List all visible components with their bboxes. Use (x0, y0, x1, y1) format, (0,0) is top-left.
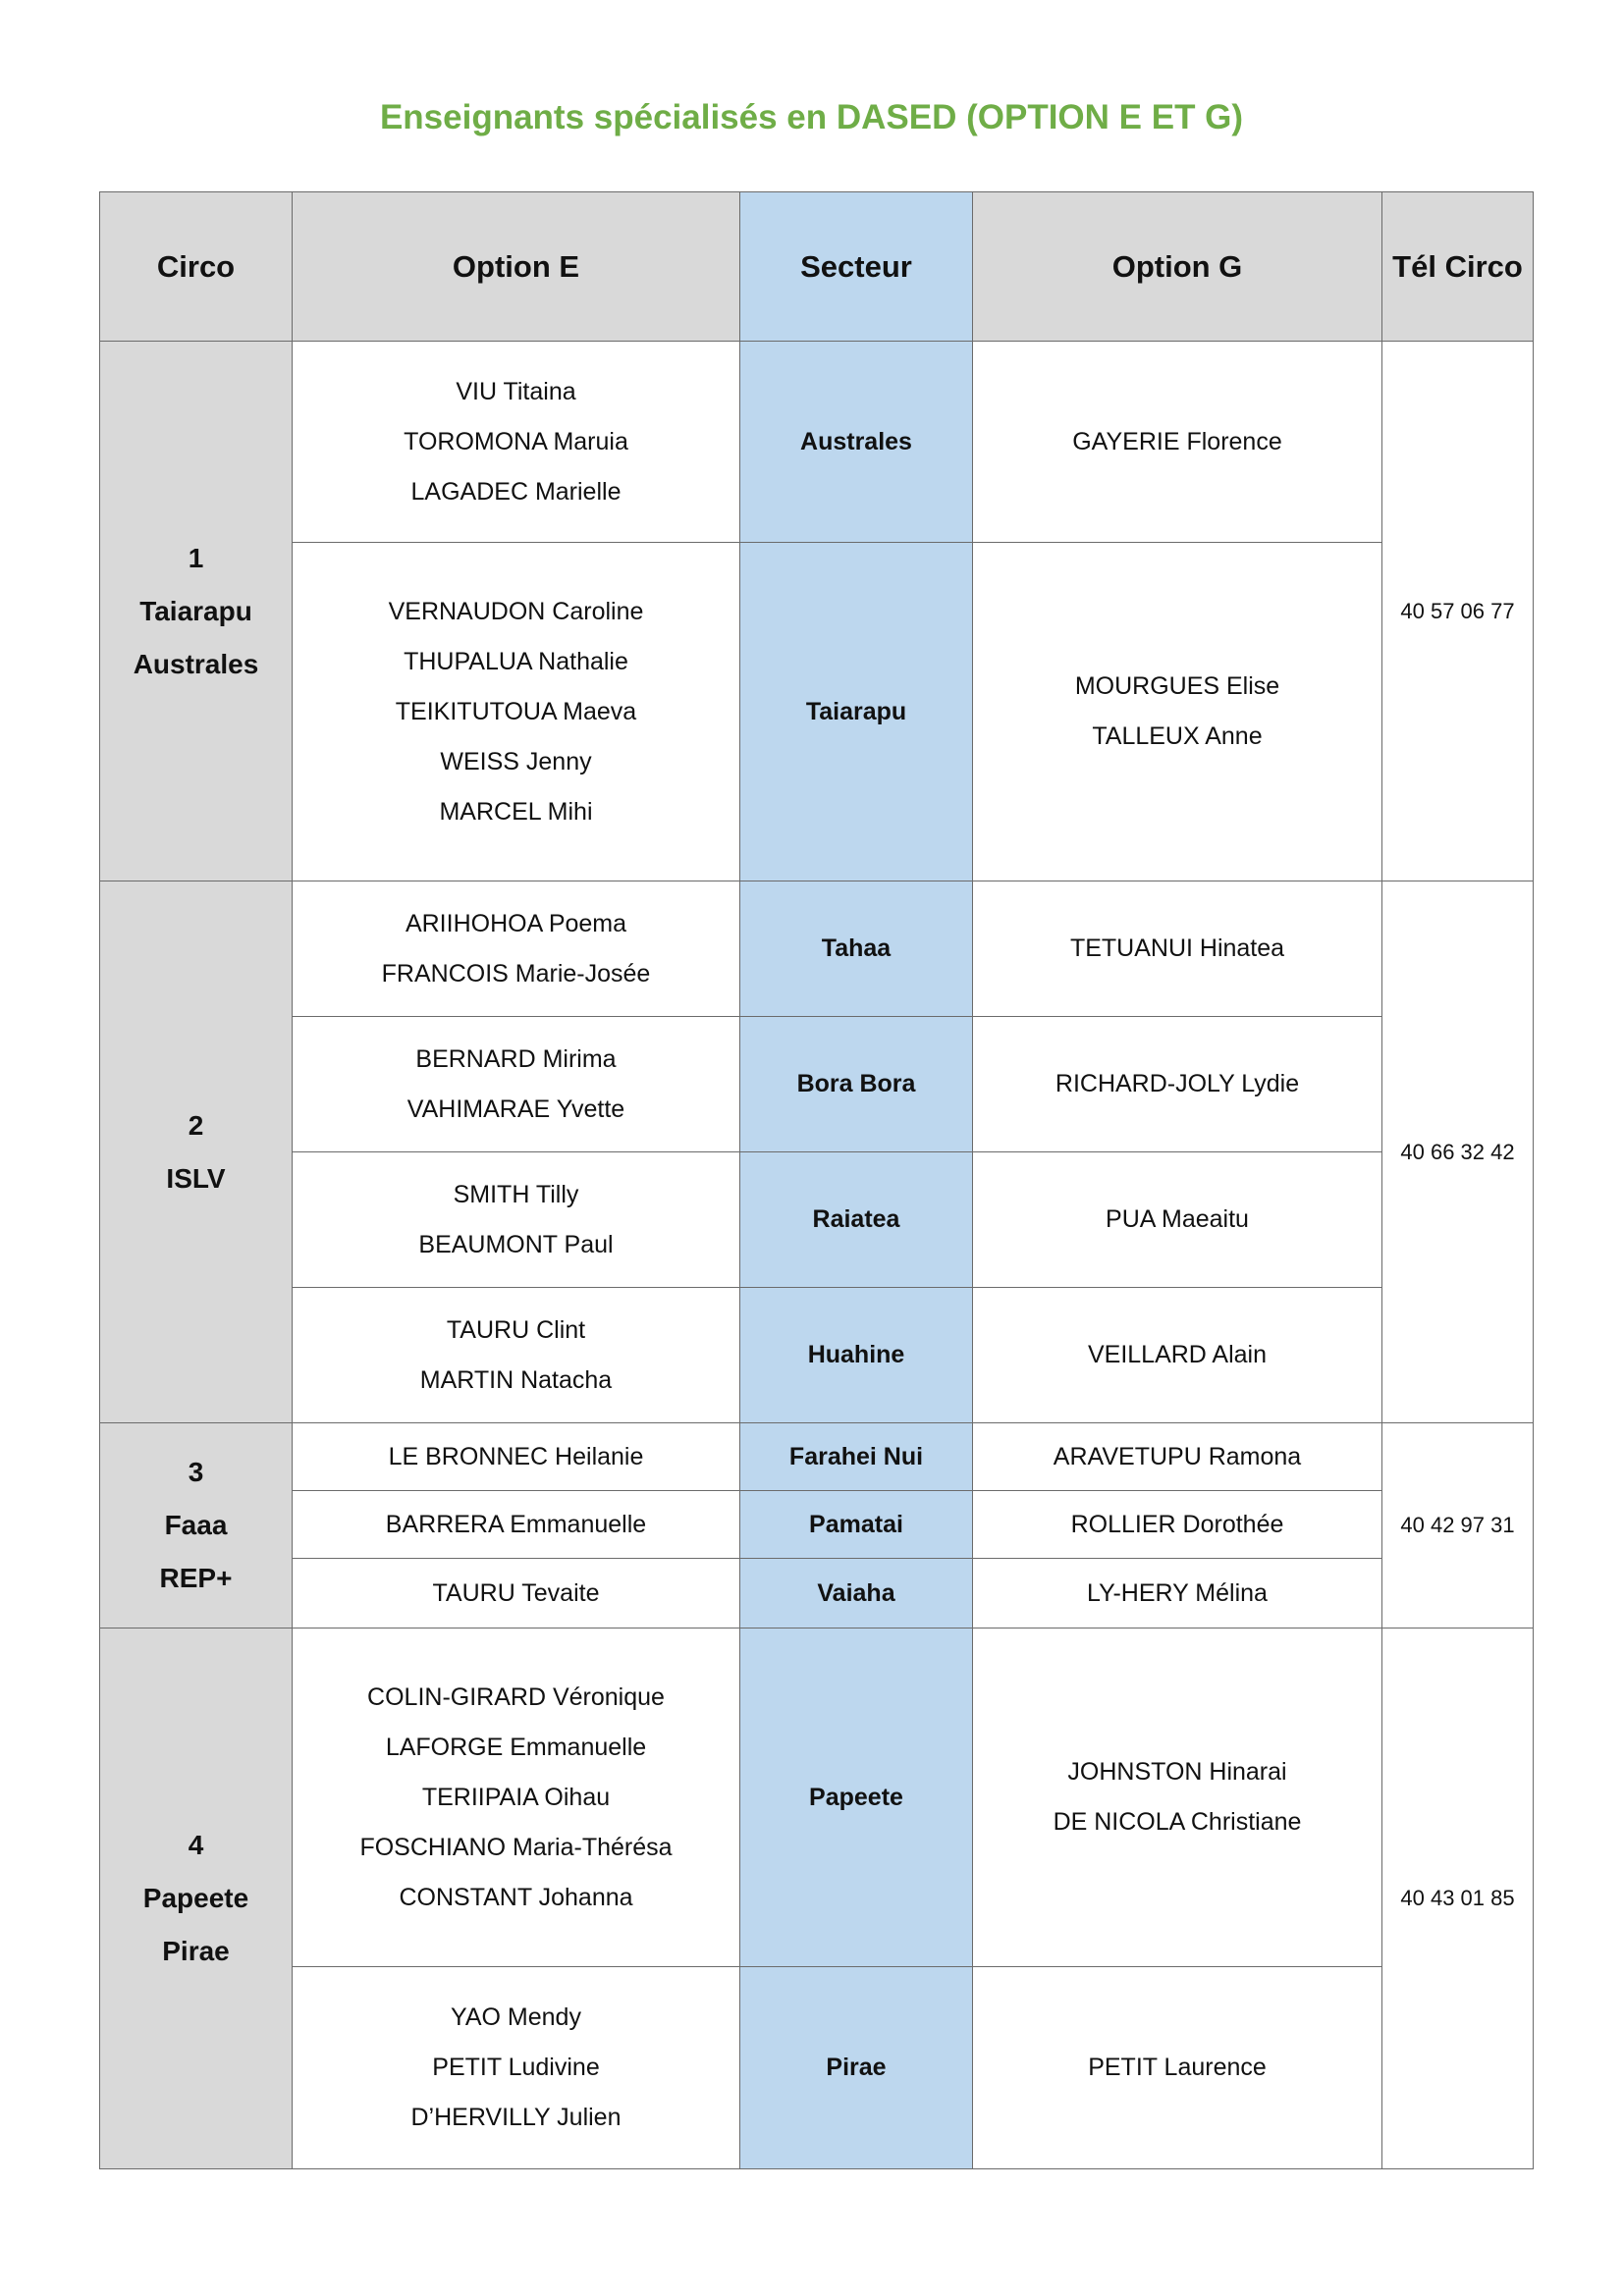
option-e-cell (293, 1629, 740, 1967)
option-e-name: WEISS Jenny (440, 747, 592, 775)
table-row (100, 543, 1534, 881)
option-e-cell (293, 1559, 740, 1629)
option-e-cell (293, 1491, 740, 1559)
table-row (100, 1629, 1534, 1967)
tel-cell: 40 43 01 85 (1382, 1629, 1534, 2169)
option-g-name: PUA Maeaitu (1106, 1205, 1249, 1233)
secteur-cell: Taiarapu (740, 543, 973, 881)
option-g-cell (973, 543, 1382, 881)
circo-name: ISLV (166, 1162, 226, 1194)
option-g-cell (973, 1559, 1382, 1629)
secteur-cell: Farahei Nui (740, 1423, 973, 1491)
secteur-cell: Huahine (740, 1288, 973, 1423)
option-e-cell (293, 1967, 740, 2169)
header-option-e: Option E (293, 192, 740, 342)
option-g-name: VEILLARD Alain (1087, 1341, 1268, 1368)
option-e-name: LAFORGE Emmanuelle (385, 1733, 647, 1761)
table-row (100, 1017, 1534, 1152)
option-g-cell (973, 1491, 1382, 1559)
option-g-cell (973, 881, 1382, 1017)
option-e-cell (293, 1423, 740, 1491)
header-circo: Circo (100, 192, 293, 342)
option-g-cell (973, 1967, 1382, 2169)
option-e-name: FOSCHIANO Maria-Thérésa (359, 1833, 673, 1861)
header-secteur: Secteur (740, 192, 973, 342)
table-row (100, 1559, 1534, 1629)
circo-number: 1 (188, 542, 204, 573)
teachers-table (99, 191, 1534, 2169)
circo-cell (100, 881, 293, 1423)
option-g-cell (973, 1629, 1382, 1967)
option-g-name: ROLLIER Dorothée (1070, 1510, 1284, 1538)
option-e-name: PETIT Ludivine (432, 2054, 600, 2081)
secteur-cell: Tahaa (740, 881, 973, 1017)
option-g-name: PETIT Laurence (1088, 2054, 1267, 2081)
option-e-name: COLIN-GIRARD Véronique (367, 1682, 665, 1711)
option-e-cell (293, 543, 740, 881)
option-e-name: THUPALUA Nathalie (404, 647, 628, 675)
table-body (100, 342, 1534, 2169)
circo-number: 4 (188, 1830, 204, 1860)
option-e-cell (293, 1288, 740, 1423)
circo-cell (100, 1629, 293, 2169)
secteur-cell: Vaiaha (740, 1559, 973, 1629)
circo-name: REP+ (159, 1563, 233, 1593)
option-e-name: BEAUMONT Paul (418, 1230, 614, 1258)
option-e-name: MARTIN Natacha (419, 1365, 613, 1394)
table-row (100, 881, 1534, 1017)
option-g-name: MOURGUES Elise (1074, 672, 1280, 700)
option-e-cell (293, 1017, 740, 1152)
table-row (100, 1967, 1534, 2169)
option-e-name: YAO Mendy (451, 2003, 581, 2031)
tel-cell: 40 57 06 77 (1382, 342, 1534, 881)
table-row (100, 342, 1534, 543)
header-tel: Tél Circo (1382, 192, 1534, 342)
option-e-name: TEIKITUTOUA Maeva (395, 697, 637, 725)
option-g-name: DE NICOLA Christiane (1053, 1808, 1302, 1836)
option-e-name: VERNAUDON Caroline (388, 597, 644, 625)
option-g-name: ARAVETUPU Ramona (1053, 1442, 1302, 1470)
option-e-name: TOROMONA Maruia (404, 427, 628, 455)
option-e-name: VIU Titaina (456, 377, 576, 405)
option-e-name: FRANCOIS Marie-Josée (381, 959, 651, 988)
page-title: Enseignants spécialisés en DASED (OPTION E ET G) (379, 98, 1244, 136)
circo-name: Pirae (162, 1936, 230, 1966)
option-e-cell (293, 881, 740, 1017)
header-option-g: Option G (973, 192, 1382, 342)
option-e-cell (293, 342, 740, 543)
circo-cell (100, 342, 293, 881)
option-g-cell (973, 1152, 1382, 1288)
option-g-cell (973, 342, 1382, 543)
circo-name: Australes (133, 648, 259, 679)
option-e-name: LAGADEC Marielle (410, 477, 622, 506)
secteur-cell: Pamatai (740, 1491, 973, 1559)
secteur-cell: Australes (740, 342, 973, 543)
circo-cell (100, 1423, 293, 1629)
header-row (100, 192, 1534, 342)
option-g-cell (973, 1288, 1382, 1423)
table-row (100, 1288, 1534, 1423)
circo-name: Faaa (164, 1510, 228, 1540)
option-g-name: TETUANUI Hinatea (1069, 934, 1285, 962)
option-g-name: RICHARD-JOLY Lydie (1055, 1070, 1300, 1097)
option-e-name: CONSTANT Johanna (399, 1883, 633, 1911)
secteur-cell: Bora Bora (740, 1017, 973, 1152)
table-row (100, 1152, 1534, 1288)
option-e-name: ARIIHOHOA Poema (405, 909, 627, 937)
tel-cell: 40 42 97 31 (1382, 1423, 1534, 1629)
option-e-name: LE BRONNEC Heilanie (388, 1442, 644, 1470)
table-row (100, 1423, 1534, 1491)
secteur-cell: Raiatea (740, 1152, 973, 1288)
option-e-name: TAURU Clint (446, 1315, 586, 1344)
option-e-name: BARRERA Emmanuelle (385, 1510, 647, 1538)
table-row (100, 1491, 1534, 1559)
option-g-name: JOHNSTON Hinarai (1067, 1758, 1287, 1786)
circo-name: Papeete (142, 1883, 249, 1913)
circo-number: 2 (188, 1109, 204, 1141)
option-g-name: LY-HERY Mélina (1087, 1578, 1268, 1607)
secteur-cell: Papeete (740, 1629, 973, 1967)
option-e-name: SMITH Tilly (453, 1180, 579, 1208)
option-e-name: TERIIPAIA Oihau (421, 1783, 611, 1811)
option-g-cell (973, 1017, 1382, 1152)
tel-cell: 40 66 32 42 (1382, 881, 1534, 1423)
option-e-name: VAHIMARAE Yvette (406, 1095, 625, 1123)
option-g-name: TALLEUX Anne (1092, 722, 1263, 750)
option-g-name: GAYERIE Florence (1072, 427, 1282, 455)
option-e-cell (293, 1152, 740, 1288)
circo-name: Taiarapu (139, 595, 252, 626)
option-e-name: BERNARD Mirima (415, 1044, 617, 1073)
option-g-cell (973, 1423, 1382, 1491)
option-e-name: TAURU Tevaite (432, 1578, 600, 1607)
option-e-name: MARCEL Mihi (439, 797, 593, 826)
secteur-cell: Pirae (740, 1967, 973, 2169)
option-e-name: D’HERVILLY Julien (410, 2104, 622, 2131)
circo-number: 3 (188, 1457, 204, 1487)
